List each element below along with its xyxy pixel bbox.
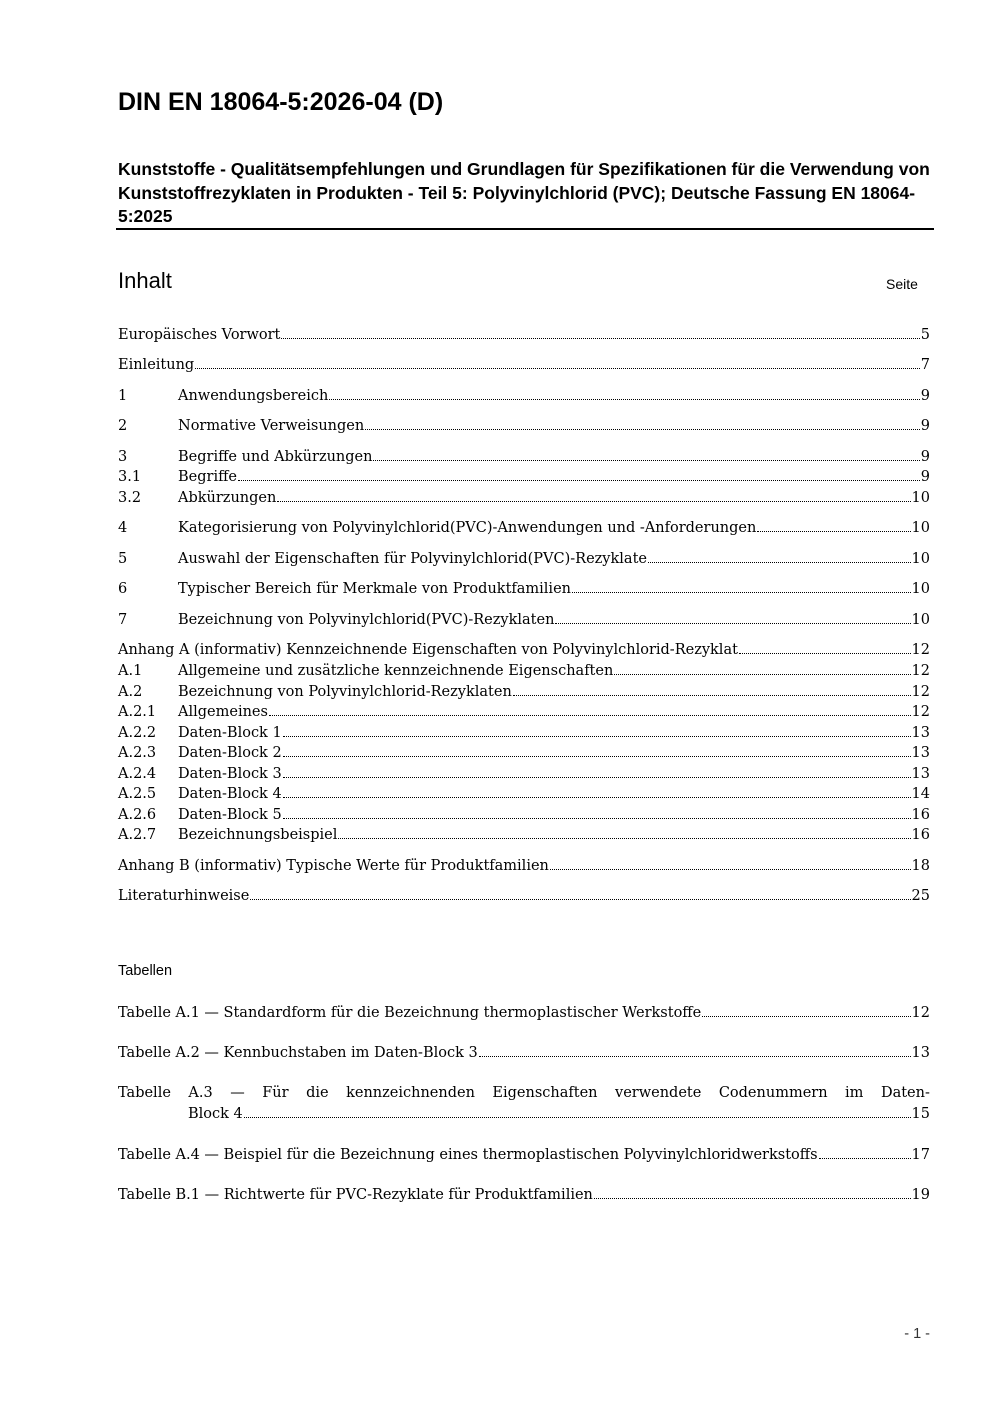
dot-leader [250,893,910,900]
dot-leader [277,495,910,502]
toc-page: 13 [911,725,930,741]
toc-page: 16 [911,827,930,843]
toc-entry[interactable] [118,446,930,468]
toc-entry[interactable] [118,824,930,846]
toc-page: 10 [911,520,930,536]
toc-number: 7 [118,612,128,628]
table-list-label: Tabelle B.1 — Richtwerte für PVC-Rezyklate für Produktfamilien [118,1187,593,1203]
toc-number: 3.2 [118,490,142,506]
table-list-label-line1: Tabelle A.3 — Für die kennzeichnenden Eigenschaften verwendete Codenummern im Daten- [118,1085,930,1101]
toc-label: Europäisches Vorwort [118,327,281,343]
toc-page: 9 [920,469,930,485]
toc-entry[interactable] [118,548,930,570]
dot-leader [550,863,911,870]
document-subtitle: Kunststoffe - Qualitätsempfehlungen und Grundlagen für Spezifikationen für die Verwendung von Kunststoffrezyklaten in Produkten - Teil 5: Polyvinylchlorid (PVC); Deutsche Fassung EN 18064-5:2025 [118,159,930,226]
table-list-page: 19 [911,1187,930,1203]
dot-leader [244,1111,911,1118]
dot-leader [739,647,911,654]
dot-leader [338,832,910,839]
toc-page: 12 [911,704,930,720]
toc-number: 4 [118,520,128,536]
toc-label: Anwendungsbereich [178,388,329,404]
dot-leader [513,689,911,696]
toc-number: A.2.2 [118,725,157,741]
toc-number: A.2.1 [118,704,157,720]
toc-entry[interactable] [118,609,930,631]
dot-leader [329,393,919,400]
toc-page: 12 [911,663,930,679]
toc-entry[interactable] [118,660,930,682]
page-column-label: Seite [886,276,918,292]
toc-label: Daten-Block 3 [178,766,282,782]
toc-page: 9 [920,449,930,465]
dot-leader [283,750,911,757]
toc-label: Daten-Block 1 [178,725,282,741]
toc-page: 12 [911,684,930,700]
toc-number: 1 [118,388,128,404]
toc-page: 14 [911,786,930,802]
dot-leader [819,1152,911,1159]
table-list-entry[interactable] [118,1184,930,1206]
toc-entry[interactable] [118,639,930,661]
dot-leader [702,1010,910,1017]
toc-page: 13 [911,745,930,761]
dot-leader [238,474,920,481]
toc-label: Daten-Block 2 [178,745,282,761]
toc-entry[interactable] [118,385,930,407]
toc-number: A.2.4 [118,766,157,782]
dot-leader [269,709,911,716]
dot-leader [281,332,919,339]
toc-label: Begriffe [178,469,237,485]
dot-leader [614,668,910,675]
table-list-entry[interactable] [118,1042,930,1064]
toc-label: Daten-Block 5 [178,807,282,823]
toc-page: 16 [911,807,930,823]
toc-page: 7 [920,357,930,373]
toc-number: A.1 [118,663,143,679]
document-title: DIN EN 18064-5:2026-04 (D) [118,88,444,116]
toc-page: 5 [920,327,930,343]
toc-entry[interactable] [118,487,930,509]
toc-label: Kategorisierung von Polyvinylchlorid(PVC)-Anwendungen und -Anforderungen [178,520,757,536]
toc-number: A.2.3 [118,745,157,761]
toc-label: Literaturhinweise [118,888,250,904]
toc-label: Anhang A (informativ) Kennzeichnende Eigenschaften von Polyvinylchlorid-Rezyklat [118,642,738,658]
table-list-page: 17 [911,1147,930,1163]
toc-number: 6 [118,581,128,597]
toc-label: Einleitung [118,357,195,373]
toc-entry[interactable] [118,722,930,744]
toc-entry[interactable] [118,783,930,805]
toc-entry[interactable] [118,742,930,764]
dot-leader [757,525,910,532]
table-list-label: Tabelle A.2 — Kennbuchstaben im Daten-Block 3 [118,1045,478,1061]
toc-entry[interactable] [118,354,930,376]
toc-entry[interactable] [118,804,930,826]
toc-label: Anhang B (informativ) Typische Werte für Produktfamilien [118,858,549,874]
toc-entry[interactable] [118,763,930,785]
toc-number: A.2.5 [118,786,157,802]
toc-number: A.2.7 [118,827,157,843]
dot-leader [479,1050,911,1057]
toc-number: 5 [118,551,128,567]
toc-entry[interactable] [118,855,930,877]
toc-label: Begriffe und Abkürzungen [178,449,373,465]
dot-leader [648,556,911,563]
dot-leader [283,730,911,737]
toc-label: Typischer Bereich für Merkmale von Produktfamilien [178,581,571,597]
tables-heading: Tabellen [118,963,173,979]
toc-entry[interactable] [118,578,930,600]
toc-page: 10 [911,581,930,597]
toc-entry[interactable] [118,415,930,437]
dot-leader [283,812,911,819]
toc-page: 13 [911,766,930,782]
table-list-page: 13 [911,1045,930,1061]
toc-entry[interactable] [118,466,930,488]
toc-number: A.2.6 [118,807,157,823]
toc-entry[interactable] [118,885,930,907]
toc-label: Bezeichnung von Polyvinylchlorid(PVC)-Rezyklaten [178,612,555,628]
table-list-label: Tabelle A.4 — Beispiel für die Bezeichnung eines thermoplastischen Polyvinylchloridwerkstoffs [118,1147,818,1163]
dot-leader [555,617,910,624]
page-number: - 1 - [904,1326,930,1342]
dot-leader [283,771,911,778]
toc-page: 12 [911,642,930,658]
toc-entry[interactable] [118,681,930,703]
toc-entry[interactable] [118,701,930,723]
toc-label: Allgemeine und zusätzliche kennzeichnende Eigenschaften [178,663,614,679]
toc-label: Abkürzungen [178,490,277,506]
dot-leader [572,586,911,593]
toc-entry[interactable] [118,324,930,346]
toc-label: Bezeichnung von Polyvinylchlorid-Rezyklaten [178,684,512,700]
title-divider [116,228,934,230]
toc-label: Daten-Block 4 [178,786,282,802]
dot-leader [594,1192,911,1199]
toc-page: 18 [911,858,930,874]
table-list-page: 12 [911,1005,930,1021]
table-list-page: 15 [911,1106,930,1122]
dot-leader [373,454,919,461]
table-list-label: Tabelle A.1 — Standardform für die Bezeichnung thermoplastischer Werkstoffe [118,1005,702,1021]
toc-number: A.2 [118,684,143,700]
toc-number: 2 [118,418,128,434]
table-list-entry[interactable] [118,1002,930,1024]
toc-page: 9 [920,388,930,404]
toc-page: 10 [911,551,930,567]
toc-label: Normative Verweisungen [178,418,365,434]
table-list-entry[interactable] [118,1144,930,1166]
toc-page: 25 [911,888,930,904]
toc-label: Allgemeines [178,704,268,720]
table-list-entry[interactable] [118,1083,930,1125]
toc-label: Auswahl der Eigenschaften für Polyvinylchlorid(PVC)-Rezyklate [178,551,647,567]
toc-number: 3.1 [118,469,142,485]
toc-label: Bezeichnungsbeispiel [178,827,338,843]
dot-leader [365,423,920,430]
table-list-label-line2: Block 4 [188,1106,243,1122]
contents-heading: Inhalt [118,268,172,293]
toc-entry[interactable] [118,517,930,539]
toc-page: 10 [911,490,930,506]
dot-leader [195,362,920,369]
toc-page: 9 [920,418,930,434]
toc-number: 3 [118,449,128,465]
dot-leader [283,791,911,798]
toc-page: 10 [911,612,930,628]
